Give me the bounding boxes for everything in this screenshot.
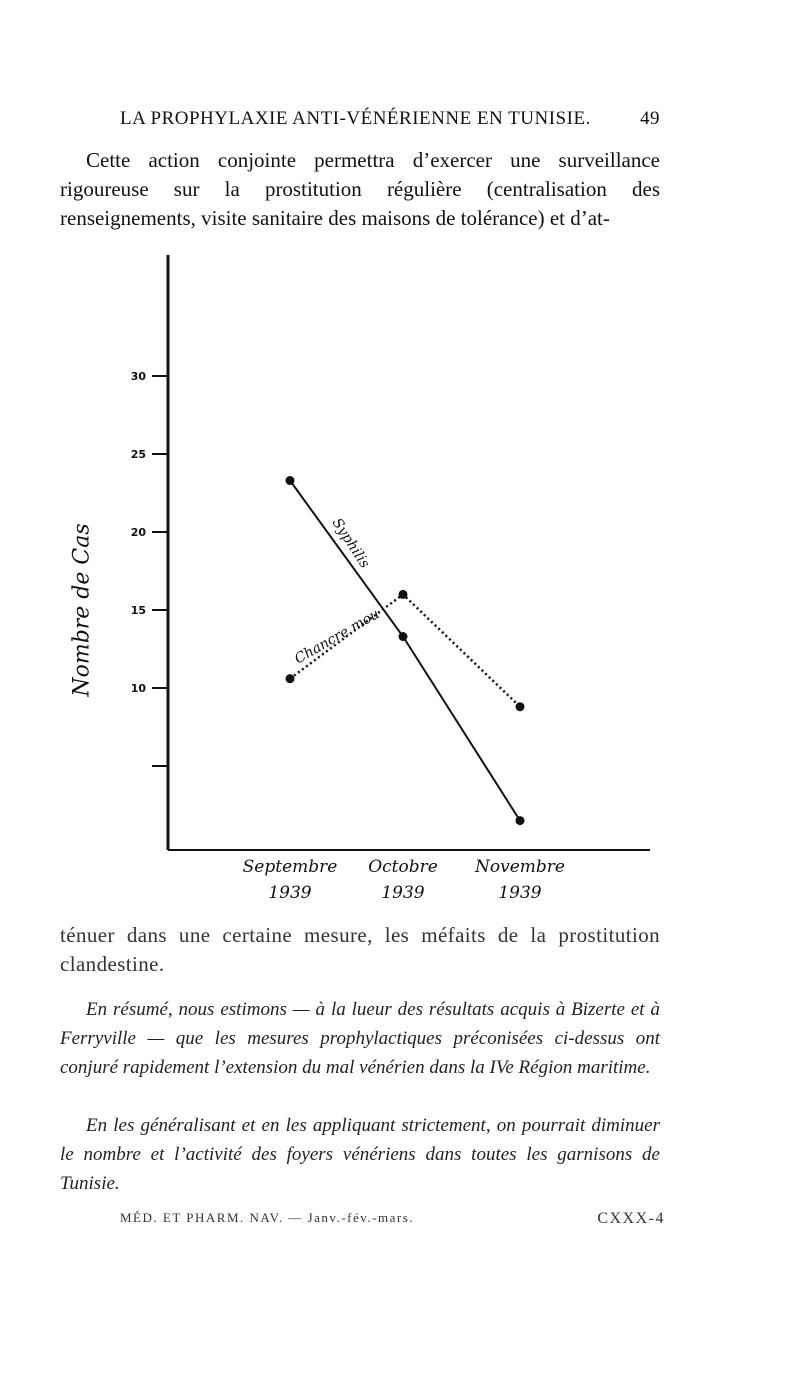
x-tick-label-year: 1939 <box>498 883 542 903</box>
y-tick-label: 15 <box>130 604 146 617</box>
data-point <box>399 590 408 599</box>
y-tick-label: 25 <box>130 448 146 461</box>
y-tick-label: 30 <box>130 370 146 383</box>
y-tick-label: 10 <box>130 682 146 695</box>
x-tick-label-year: 1939 <box>268 883 312 903</box>
header-title: LA PROPHYLAXIE ANTI-VÉNÉRIENNE EN TUNISIE. <box>120 108 591 129</box>
x-tick-label-month: Septembre <box>242 857 338 877</box>
y-axis-label: Nombre de Cas <box>69 523 95 697</box>
page-number: 49 <box>640 108 660 129</box>
data-point <box>516 702 525 711</box>
x-tick-label-year: 1939 <box>381 883 425 903</box>
series-label-syphilis: Syphilis <box>328 515 373 572</box>
paragraph-top: Cette action conjointe permettra d’exercer une surveillance rigoureuse sur la prostitution régulière (centralisation des renseignements, visite sanitaire des maisons de tolérance) et d’at- <box>60 148 660 230</box>
y-tick-label: 20 <box>130 526 146 539</box>
data-point <box>516 816 525 825</box>
x-tick-label-month: Novembre <box>475 857 565 877</box>
paragraph-resume: En résumé, nous estimons — à la lueur des résultats acquis à Bizerte et à Ferryville — que les mesures prophylactiques préconisées ci-dessus ont conjuré rapidement l’extension du mal vénérien dans la IVe Région maritime. <box>60 999 660 1078</box>
paragraph-generalisation: En les généralisant et en les appliquant strictement, on pourrait diminuer le nombre et l’activité des foyers vénériens dans toutes les garnisons de Tunisie. <box>60 1115 660 1194</box>
data-point <box>286 674 295 683</box>
footer-signature: CXXX-4 <box>597 1210 665 1227</box>
paragraph-after-chart: ténuer dans une certaine mesure, les méfaits de la prostitution clandestine. <box>60 923 660 976</box>
data-point <box>399 632 408 641</box>
page-footer <box>120 1210 665 1228</box>
data-point <box>286 476 295 485</box>
footer-journal: MÉD. ET PHARM. NAV. — Janv.-fév.-mars. <box>120 1210 415 1225</box>
series-label-chancre-mou: Chancre mou <box>292 606 383 668</box>
x-tick-label-month: Octobre <box>368 857 438 877</box>
